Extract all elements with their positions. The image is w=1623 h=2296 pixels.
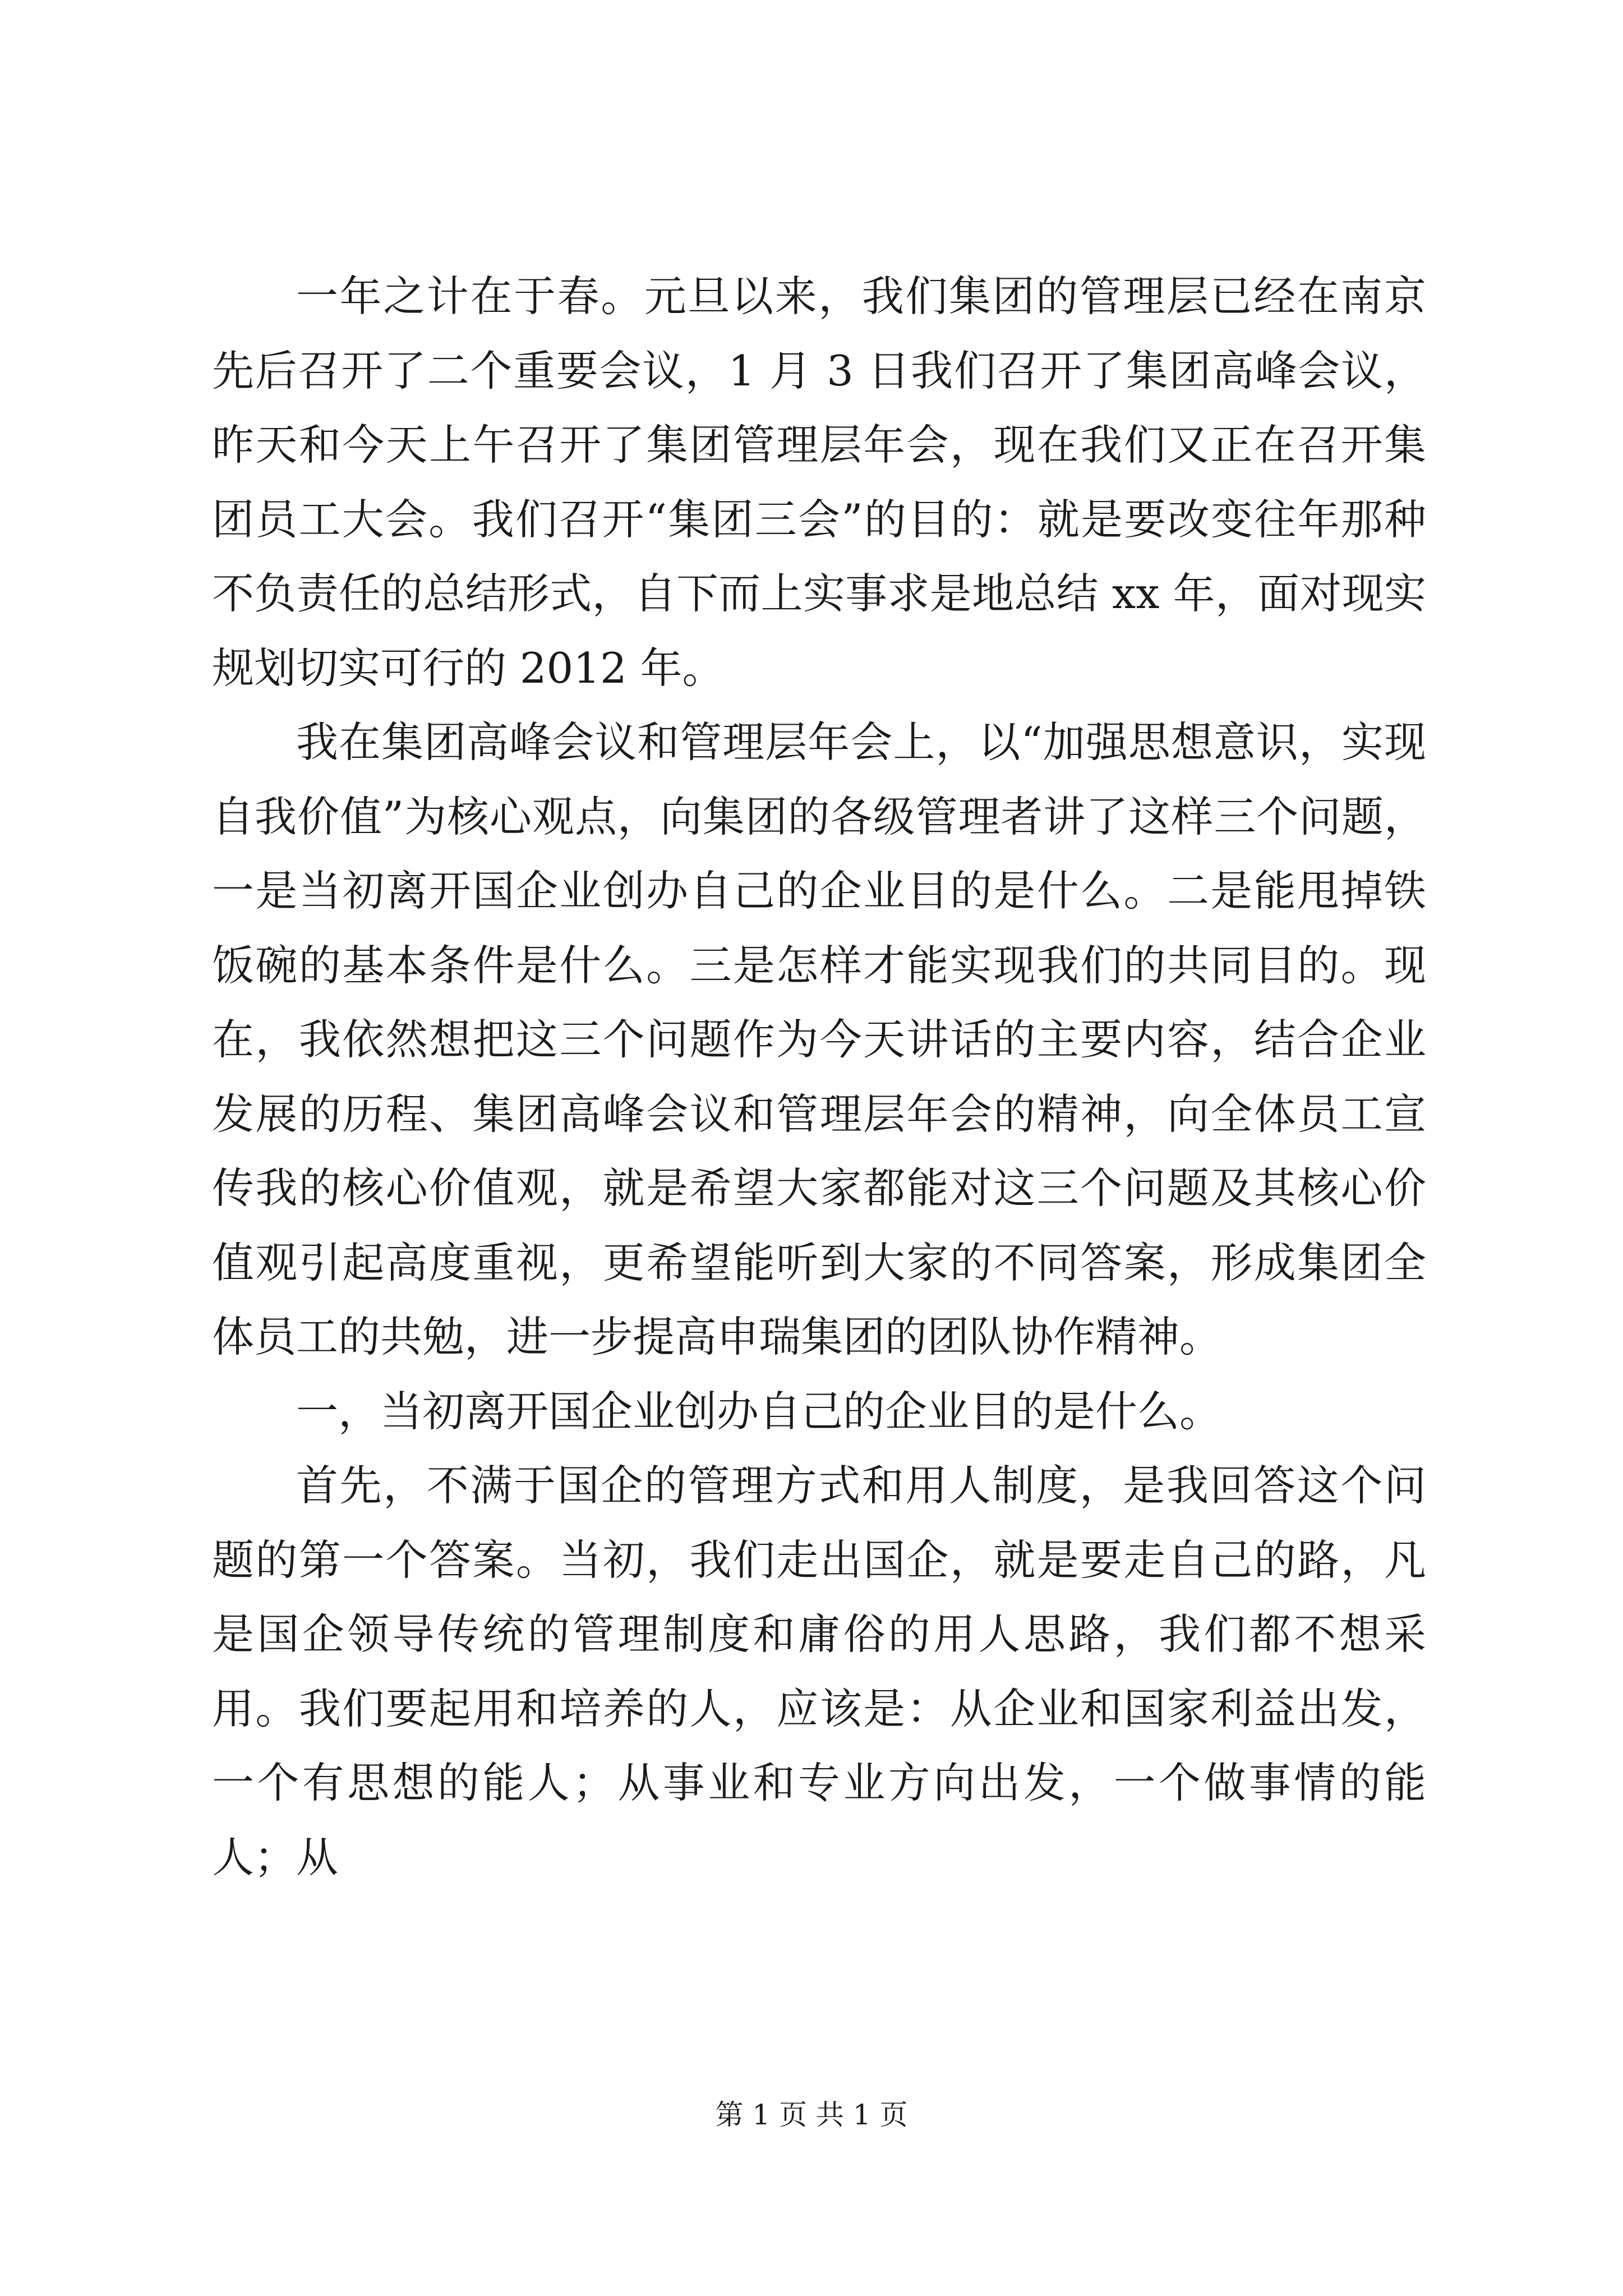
paragraph-2: 我在集团高峰会议和管理层年会上，以“加强思想意识，实现自我价值”为核心观点，向集团的各级管理者讲了这样三个问题，一是当初离开国企业创办自己的企业目的是什么。二是能甩掉铁饭碗的基本条件是什么。三是怎样才能实现我们的共同目的。现在，我依然想把这三个问题作为今天讲话的主要内容，结合企业发展的历程、集团高峰会议和管理层年会的精神，向全体员工宣传我的核心价值观，就是希望大家都能对这三个问题及其核心价值观引起高度重视，更希望能听到大家的不同答案，形成集团全体员工的共勉，进一步提高申瑞集团的团队协作精神。 <box>212 717 1426 1361</box>
page-footer: 第 1 页 共 1 页 <box>715 2099 908 2131</box>
section-heading-1: 一，当初离开国企业创办自己的企业目的是什么。 <box>296 1386 1222 1436</box>
document-body <box>212 259 1426 1894</box>
paragraph-1: 一年之计在于春。元旦以来，我们集团的管理层已经在南京先后召开了二个重要会议，1 月 3 日我们召开了集团高峰会议，昨天和今天上午召开了集团管理层年会，现在我们又正在召开集团员工大会。我们召开“集团三会”的目的：就是要改变往年那种不负责任的总结形式，自下而上实事求是地总结 xx 年，面对现实规划切实可行的 2012 年。 <box>212 272 1426 693</box>
paragraph-3: 首先，不满于国企的管理方式和用人制度，是我回答这个问题的第一个答案。当初，我们走出国企，就是要走自己的路，凡是国企领导传统的管理制度和庸俗的用人思路，我们都不想采用。我们要起用和培养的人，应该是：从企业和国家利益出发，一个有思想的能人；从事业和专业方向出发，一个做事情的能人；从 <box>212 1461 1426 1882</box>
